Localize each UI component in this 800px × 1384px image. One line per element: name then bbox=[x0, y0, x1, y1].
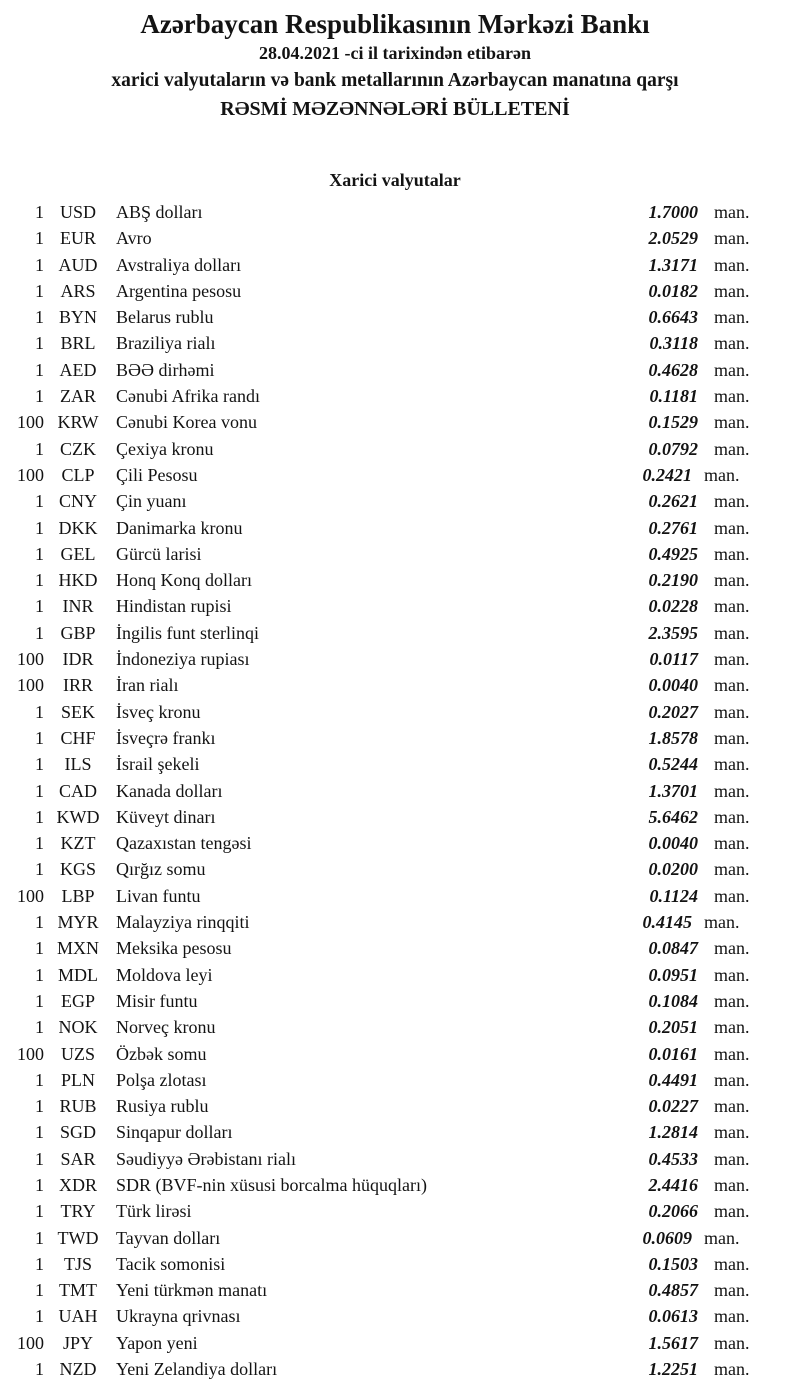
currency-name-cell: Misir funtu bbox=[116, 990, 198, 1011]
currency-code-cell: SAR bbox=[60, 1148, 96, 1169]
rate-value-cell: 0.0227 bbox=[648, 1096, 698, 1117]
quantity-cell: 1 bbox=[35, 228, 44, 249]
currency-name-cell: Kanada dolları bbox=[116, 780, 223, 801]
rate-value-cell: 0.3118 bbox=[649, 333, 698, 354]
table-row bbox=[4, 488, 786, 514]
currency-code-cell: KRW bbox=[57, 412, 99, 433]
table-row bbox=[4, 567, 786, 593]
rate-value-cell: 0.4857 bbox=[648, 1280, 698, 1301]
quantity-cell: 100 bbox=[17, 412, 44, 433]
currency-code-cell: TJS bbox=[63, 1253, 92, 1274]
currency-name-cell: Tayvan dolları bbox=[116, 1227, 221, 1248]
rate-value-cell: 0.0040 bbox=[648, 833, 698, 854]
unit-cell: man. bbox=[714, 833, 750, 854]
quantity-cell: 1 bbox=[35, 701, 44, 722]
rate-value-cell: 2.0529 bbox=[648, 228, 698, 249]
unit-cell: man. bbox=[714, 701, 750, 722]
quantity-cell: 100 bbox=[17, 649, 44, 670]
table-row bbox=[4, 199, 786, 225]
quantity-cell: 1 bbox=[35, 438, 44, 459]
rate-value-cell: 1.7000 bbox=[648, 202, 698, 222]
unit-cell: man. bbox=[714, 754, 750, 775]
quantity-cell: 1 bbox=[35, 1174, 44, 1195]
table-row bbox=[4, 1014, 786, 1040]
currency-name-cell: Yapon yeni bbox=[116, 1332, 198, 1353]
quantity-cell: 1 bbox=[35, 1096, 44, 1117]
currency-name-cell: Meksika pesosu bbox=[116, 938, 232, 959]
table-row bbox=[4, 252, 786, 278]
rate-value-cell: 1.2814 bbox=[648, 1122, 698, 1143]
quantity-cell: 1 bbox=[35, 938, 44, 959]
currency-name-cell: Cənubi Korea vonu bbox=[116, 412, 257, 433]
quantity-cell: 1 bbox=[35, 964, 44, 985]
table-row bbox=[4, 1146, 786, 1172]
currency-name-cell: İran rialı bbox=[116, 675, 179, 696]
rate-value-cell: 0.0200 bbox=[648, 859, 698, 880]
unit-cell: man. bbox=[714, 859, 750, 880]
currency-code-cell: CHF bbox=[60, 727, 96, 748]
rate-value-cell: 0.2051 bbox=[648, 1017, 698, 1038]
unit-cell: man. bbox=[714, 202, 750, 222]
table-row bbox=[4, 778, 786, 804]
quantity-cell: 1 bbox=[35, 806, 44, 827]
table-row bbox=[4, 935, 786, 961]
table-row bbox=[4, 1356, 786, 1382]
unit-cell: man. bbox=[714, 412, 750, 433]
table-row bbox=[4, 1067, 786, 1093]
rate-value-cell: 0.0792 bbox=[648, 438, 698, 459]
currency-name-cell: Norveç kronu bbox=[116, 1017, 216, 1038]
table-row bbox=[4, 1225, 786, 1251]
currency-code-cell: KWD bbox=[56, 806, 100, 827]
currency-name-cell: Yeni türkmən manatı bbox=[116, 1280, 268, 1301]
rate-value-cell: 0.2027 bbox=[648, 701, 698, 722]
bulletin-header bbox=[4, 0, 786, 124]
rate-value-cell: 1.5617 bbox=[648, 1332, 698, 1353]
quantity-cell: 1 bbox=[35, 1359, 44, 1380]
table-row bbox=[4, 646, 786, 672]
table-row bbox=[4, 330, 786, 356]
rates-table bbox=[4, 199, 786, 1382]
currency-name-cell: Argentina pesosu bbox=[116, 280, 242, 301]
unit-cell: man. bbox=[714, 1280, 750, 1301]
currency-name-cell: Çin yuanı bbox=[116, 491, 187, 512]
currency-name-cell: Qazaxıstan tengəsi bbox=[116, 833, 252, 854]
unit-cell: man. bbox=[714, 649, 750, 670]
quantity-cell: 1 bbox=[35, 754, 44, 775]
unit-cell: man. bbox=[714, 228, 750, 249]
rate-value-cell: 5.6462 bbox=[648, 806, 698, 827]
currency-code-cell: DKK bbox=[58, 517, 98, 538]
currency-name-cell: Səudiyyə Ərəbistanı rialı bbox=[116, 1148, 296, 1169]
quantity-cell: 1 bbox=[35, 859, 44, 880]
rate-value-cell: 1.3701 bbox=[648, 780, 698, 801]
quantity-cell: 1 bbox=[35, 333, 44, 354]
unit-cell: man. bbox=[714, 1306, 750, 1327]
currency-code-cell: TRY bbox=[60, 1201, 96, 1222]
rate-value-cell: 0.2190 bbox=[648, 570, 698, 591]
table-row bbox=[4, 436, 786, 462]
table-row bbox=[4, 225, 786, 251]
currency-code-cell: NZD bbox=[59, 1359, 97, 1380]
page-title: Azərbaycan Respublikasının Mərkəzi Bankı bbox=[140, 9, 650, 39]
quantity-cell: 100 bbox=[17, 675, 44, 696]
table-row bbox=[4, 725, 786, 751]
section-title: Xarici valyutalar bbox=[329, 170, 461, 190]
currency-name-cell: Polşa zlotası bbox=[116, 1069, 207, 1090]
currency-code-cell: UAH bbox=[58, 1306, 98, 1327]
quantity-cell: 1 bbox=[35, 596, 44, 617]
table-row bbox=[4, 1330, 786, 1356]
unit-cell: man. bbox=[714, 806, 750, 827]
currency-name-cell: Çili Pesosu bbox=[116, 464, 198, 485]
currency-name-cell: İsrail şekeli bbox=[116, 754, 200, 775]
rate-value-cell: 0.0117 bbox=[649, 649, 698, 670]
currency-name-cell: İngilis funt sterlinqi bbox=[116, 622, 259, 643]
rate-value-cell: 0.4491 bbox=[648, 1069, 698, 1090]
unit-cell: man. bbox=[714, 938, 750, 959]
unit-cell: man. bbox=[714, 517, 750, 538]
quantity-cell: 1 bbox=[35, 833, 44, 854]
currency-name-cell: ABŞ dolları bbox=[116, 202, 203, 222]
currency-code-cell: GBP bbox=[60, 622, 96, 643]
currency-name-cell: Çexiya kronu bbox=[116, 438, 214, 459]
currency-code-cell: KZT bbox=[60, 833, 96, 854]
currency-name-cell: İsveçrə frankı bbox=[116, 727, 216, 748]
currency-code-cell: CZK bbox=[60, 438, 96, 459]
quantity-cell: 100 bbox=[17, 1043, 44, 1064]
currency-code-cell: MYR bbox=[57, 912, 99, 933]
rate-value-cell: 0.1529 bbox=[648, 412, 698, 433]
table-row bbox=[4, 515, 786, 541]
quantity-cell: 1 bbox=[35, 202, 44, 222]
table-row bbox=[4, 883, 786, 909]
quantity-cell: 1 bbox=[35, 307, 44, 328]
rate-value-cell: 0.6643 bbox=[648, 307, 698, 328]
currency-name-cell: Braziliya rialı bbox=[116, 333, 216, 354]
unit-cell: man. bbox=[714, 1332, 750, 1353]
currency-code-cell: MXN bbox=[56, 938, 99, 959]
currency-code-cell: AUD bbox=[58, 254, 98, 275]
unit-cell: man. bbox=[714, 727, 750, 748]
currency-code-cell: XDR bbox=[58, 1174, 97, 1195]
rate-value-cell: 0.0847 bbox=[648, 938, 698, 959]
unit-cell: man. bbox=[704, 1227, 740, 1248]
currency-name-cell: Malayziya rinqqiti bbox=[116, 912, 250, 933]
quantity-cell: 1 bbox=[35, 1122, 44, 1143]
quantity-cell: 1 bbox=[35, 622, 44, 643]
quantity-cell: 1 bbox=[35, 543, 44, 564]
rate-value-cell: 0.1124 bbox=[649, 885, 698, 906]
quantity-cell: 1 bbox=[35, 1227, 44, 1248]
table-row bbox=[4, 856, 786, 882]
rate-value-cell: 0.2761 bbox=[648, 517, 698, 538]
currency-name-cell: BƏƏ dirhəmi bbox=[116, 359, 215, 380]
currency-name-cell: Avstraliya dolları bbox=[116, 254, 242, 275]
currency-name-cell: İndoneziya rupiası bbox=[116, 649, 250, 670]
rate-value-cell: 1.8578 bbox=[648, 727, 698, 748]
currency-name-cell: Livan funtu bbox=[116, 885, 201, 906]
unit-cell: man. bbox=[714, 622, 750, 643]
rate-value-cell: 0.2066 bbox=[648, 1201, 698, 1222]
rate-value-cell: 2.3595 bbox=[648, 622, 698, 643]
unit-cell: man. bbox=[714, 1253, 750, 1274]
currency-code-cell: ILS bbox=[64, 754, 92, 775]
table-row bbox=[4, 830, 786, 856]
unit-cell: man. bbox=[714, 570, 750, 591]
currency-name-cell: Ukrayna qrivnası bbox=[116, 1306, 241, 1327]
currency-code-cell: KGS bbox=[59, 859, 96, 880]
currency-code-cell: HKD bbox=[58, 570, 98, 591]
unit-cell: man. bbox=[714, 885, 750, 906]
rate-value-cell: 0.4628 bbox=[648, 359, 698, 380]
currency-name-cell: Gürcü larisi bbox=[116, 543, 202, 564]
table-row bbox=[4, 1172, 786, 1198]
table-row bbox=[4, 1041, 786, 1067]
quantity-cell: 1 bbox=[35, 1253, 44, 1274]
currency-code-cell: EGP bbox=[60, 990, 95, 1011]
rate-value-cell: 0.4533 bbox=[648, 1148, 698, 1169]
table-row bbox=[4, 357, 786, 383]
quantity-cell: 1 bbox=[35, 1201, 44, 1222]
table-row bbox=[4, 462, 786, 488]
currency-name-cell: Moldova leyi bbox=[116, 964, 213, 985]
currency-name-cell: Yeni Zelandiya dolları bbox=[116, 1359, 278, 1380]
unit-cell: man. bbox=[714, 596, 750, 617]
quantity-cell: 100 bbox=[17, 1332, 44, 1353]
quantity-cell: 1 bbox=[35, 1280, 44, 1301]
table-row bbox=[4, 541, 786, 567]
currency-code-cell: UZS bbox=[60, 1043, 95, 1064]
currency-code-cell: IDR bbox=[62, 649, 94, 670]
unit-cell: man. bbox=[714, 1359, 750, 1380]
currency-code-cell: BYN bbox=[58, 307, 97, 328]
unit-cell: man. bbox=[714, 1174, 750, 1195]
quantity-cell: 1 bbox=[35, 1306, 44, 1327]
rate-value-cell: 0.1084 bbox=[648, 990, 698, 1011]
unit-cell: man. bbox=[704, 464, 740, 485]
rate-value-cell: 0.1181 bbox=[649, 386, 698, 407]
unit-cell: man. bbox=[714, 1069, 750, 1090]
bulletin-document bbox=[4, 0, 786, 1382]
unit-cell: man. bbox=[714, 990, 750, 1011]
currency-code-cell: NOK bbox=[58, 1017, 98, 1038]
unit-cell: man. bbox=[714, 1122, 750, 1143]
currency-code-cell: CAD bbox=[58, 780, 97, 801]
rate-value-cell: 2.4416 bbox=[648, 1174, 698, 1195]
quantity-cell: 1 bbox=[35, 727, 44, 748]
unit-cell: man. bbox=[714, 333, 750, 354]
currency-name-cell: Honq Konq dolları bbox=[116, 570, 252, 591]
rate-value-cell: 0.4925 bbox=[648, 543, 698, 564]
rate-value-cell: 0.0161 bbox=[648, 1043, 698, 1064]
currency-name-cell: Tacik somonisi bbox=[116, 1253, 226, 1274]
table-row bbox=[4, 1303, 786, 1329]
quantity-cell: 1 bbox=[35, 1069, 44, 1090]
currency-name-cell: Sinqapur dolları bbox=[116, 1122, 233, 1143]
currency-code-cell: AED bbox=[59, 359, 97, 380]
unit-cell: man. bbox=[714, 438, 750, 459]
scope-line: xarici valyutaların və bank metallarının Azərbaycan manatına qarşı bbox=[111, 70, 679, 91]
unit-cell: man. bbox=[714, 1096, 750, 1117]
rate-value-cell: 1.2251 bbox=[648, 1359, 698, 1380]
currency-code-cell: CLP bbox=[61, 464, 95, 485]
currency-name-cell: Küveyt dinarı bbox=[116, 806, 216, 827]
table-row bbox=[4, 962, 786, 988]
table-row bbox=[4, 1251, 786, 1277]
currency-name-cell: Hindistan rupisi bbox=[116, 596, 232, 617]
rate-value-cell: 0.1503 bbox=[648, 1253, 698, 1274]
table-row bbox=[4, 1198, 786, 1224]
unit-cell: man. bbox=[714, 1017, 750, 1038]
unit-cell: man. bbox=[714, 491, 750, 512]
quantity-cell: 1 bbox=[35, 1148, 44, 1169]
table-row bbox=[4, 1277, 786, 1303]
rate-value-cell: 0.0609 bbox=[642, 1227, 692, 1248]
quantity-cell: 100 bbox=[17, 464, 44, 485]
unit-cell: man. bbox=[714, 543, 750, 564]
currency-code-cell: SGD bbox=[59, 1122, 96, 1143]
currency-name-cell: İsveç kronu bbox=[116, 701, 201, 722]
quantity-cell: 1 bbox=[35, 491, 44, 512]
currency-name-cell: Cənubi Afrika randı bbox=[116, 386, 260, 407]
table-row bbox=[4, 304, 786, 330]
table-row bbox=[4, 383, 786, 409]
currency-name-cell: Türk lirəsi bbox=[116, 1201, 192, 1222]
rate-value-cell: 0.5244 bbox=[648, 754, 698, 775]
quantity-cell: 1 bbox=[35, 386, 44, 407]
quantity-cell: 1 bbox=[35, 780, 44, 801]
currency-code-cell: TMT bbox=[59, 1280, 97, 1301]
effective-date-line: 28.04.2021 -ci il tarixindən etibarən bbox=[259, 43, 531, 63]
quantity-cell: 1 bbox=[35, 570, 44, 591]
quantity-cell: 1 bbox=[35, 1017, 44, 1038]
rate-value-cell: 0.4145 bbox=[642, 912, 692, 933]
unit-cell: man. bbox=[714, 964, 750, 985]
unit-cell: man. bbox=[714, 307, 750, 328]
quantity-cell: 1 bbox=[35, 912, 44, 933]
currency-code-cell: LBP bbox=[61, 885, 95, 906]
unit-cell: man. bbox=[714, 675, 750, 696]
currency-code-cell: MDL bbox=[58, 964, 98, 985]
table-row bbox=[4, 620, 786, 646]
currency-code-cell: IRR bbox=[62, 675, 93, 696]
unit-cell: man. bbox=[714, 1201, 750, 1222]
table-row bbox=[4, 699, 786, 725]
table-row bbox=[4, 409, 786, 435]
quantity-cell: 1 bbox=[35, 280, 44, 301]
table-row bbox=[4, 1119, 786, 1145]
rate-value-cell: 0.0182 bbox=[648, 280, 698, 301]
quantity-cell: 100 bbox=[17, 885, 44, 906]
currency-code-cell: EUR bbox=[60, 228, 96, 249]
rate-value-cell: 0.0951 bbox=[648, 964, 698, 985]
quantity-cell: 1 bbox=[35, 254, 44, 275]
table-row bbox=[4, 988, 786, 1014]
table-row bbox=[4, 593, 786, 619]
currency-name-cell: Qırğız somu bbox=[116, 859, 206, 880]
currency-code-cell: ARS bbox=[60, 280, 96, 301]
rate-value-cell: 0.0228 bbox=[648, 596, 698, 617]
currency-code-cell: JPY bbox=[62, 1332, 93, 1353]
currency-code-cell: ZAR bbox=[60, 386, 96, 407]
unit-cell: man. bbox=[714, 780, 750, 801]
unit-cell: man. bbox=[714, 1148, 750, 1169]
rate-value-cell: 0.2421 bbox=[642, 464, 692, 485]
table-row bbox=[4, 909, 786, 935]
unit-cell: man. bbox=[704, 912, 740, 933]
unit-cell: man. bbox=[714, 254, 750, 275]
currency-code-cell: TWD bbox=[57, 1227, 99, 1248]
currency-name-cell: Belarus rublu bbox=[116, 307, 214, 328]
currency-code-cell: BRL bbox=[60, 333, 96, 354]
rate-value-cell: 0.2621 bbox=[648, 491, 698, 512]
rate-value-cell: 0.0040 bbox=[648, 675, 698, 696]
unit-cell: man. bbox=[714, 280, 750, 301]
table-row bbox=[4, 1093, 786, 1119]
table-row bbox=[4, 278, 786, 304]
currency-name-cell: Avro bbox=[116, 228, 152, 249]
quantity-cell: 1 bbox=[35, 990, 44, 1011]
currency-code-cell: RUB bbox=[59, 1096, 97, 1117]
rate-value-cell: 1.3171 bbox=[648, 254, 698, 275]
currency-name-cell: Rusiya rublu bbox=[116, 1096, 209, 1117]
currency-code-cell: CNY bbox=[58, 491, 97, 512]
currency-name-cell: Özbək somu bbox=[116, 1043, 207, 1064]
table-row bbox=[4, 804, 786, 830]
unit-cell: man. bbox=[714, 359, 750, 380]
currency-name-cell: Danimarka kronu bbox=[116, 517, 243, 538]
table-row bbox=[4, 672, 786, 698]
currency-code-cell: SEK bbox=[60, 701, 95, 722]
currency-code-cell: USD bbox=[59, 202, 96, 222]
quantity-cell: 1 bbox=[35, 517, 44, 538]
quantity-cell: 1 bbox=[35, 359, 44, 380]
rate-value-cell: 0.0613 bbox=[648, 1306, 698, 1327]
unit-cell: man. bbox=[714, 386, 750, 407]
unit-cell: man. bbox=[714, 1043, 750, 1064]
currency-code-cell: INR bbox=[62, 596, 94, 617]
table-row bbox=[4, 751, 786, 777]
bulletin-title: RƏSMİ MƏZƏNNƏLƏRİ BÜLLETENİ bbox=[220, 98, 570, 120]
currency-code-cell: GEL bbox=[60, 543, 96, 564]
currency-code-cell: PLN bbox=[60, 1069, 95, 1090]
currency-name-cell: SDR (BVF-nin xüsusi borcalma hüquqları) bbox=[116, 1174, 427, 1195]
